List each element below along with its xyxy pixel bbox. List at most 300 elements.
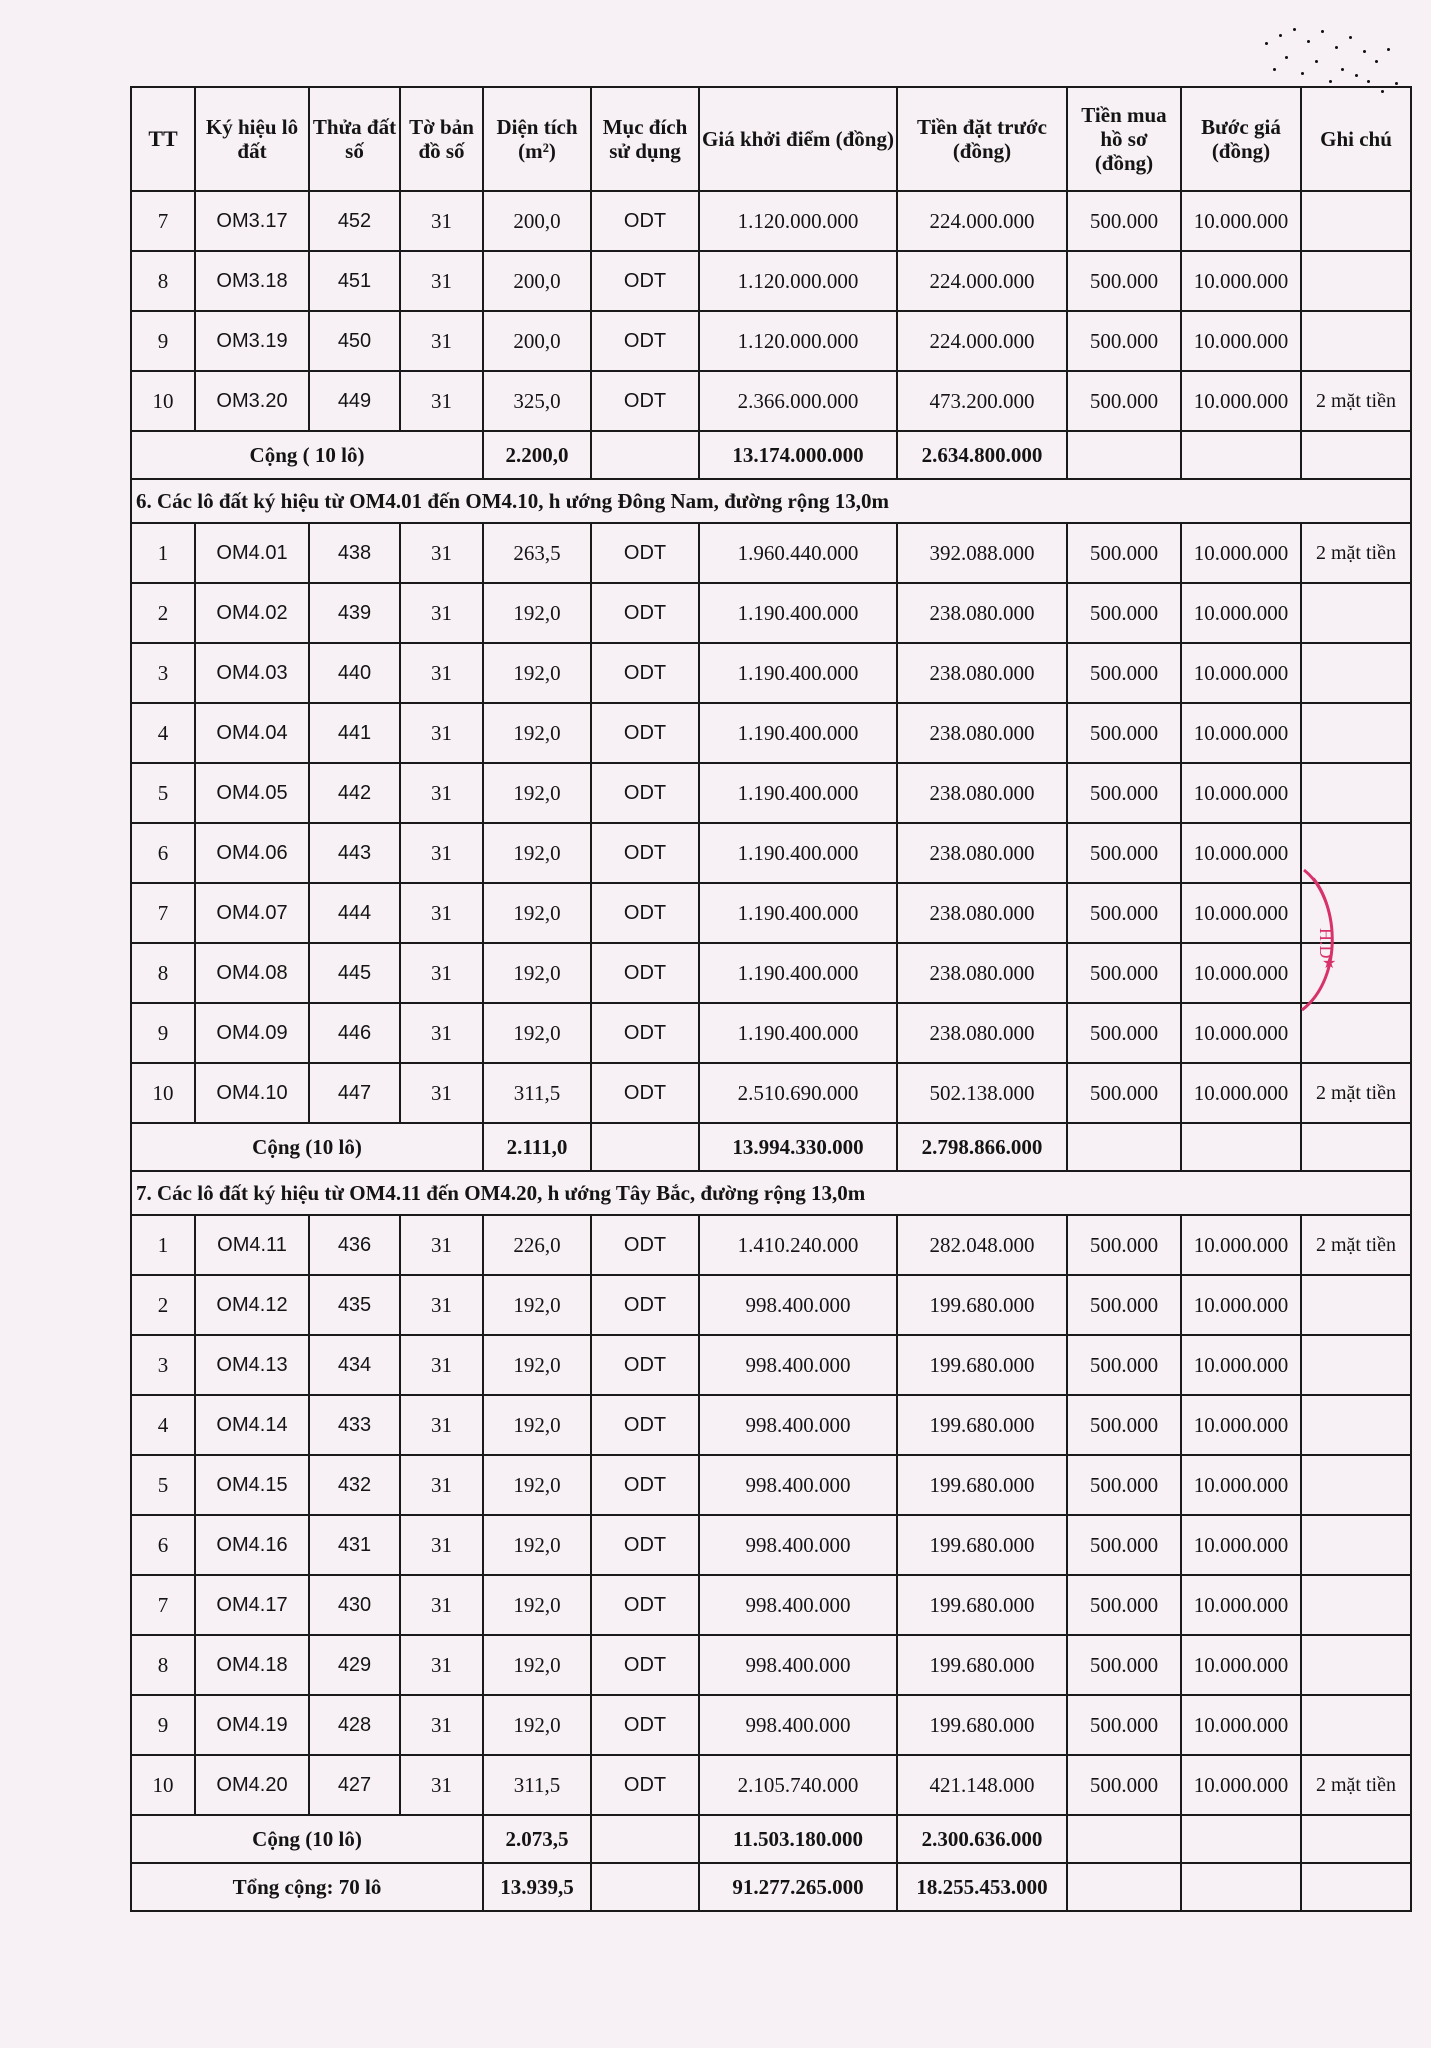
cell-start-price: 2.105.740.000 xyxy=(699,1755,897,1815)
cell-area: 192,0 xyxy=(483,1395,591,1455)
cell-parcel: 446 xyxy=(309,1003,400,1063)
stamp-dot xyxy=(1367,80,1370,83)
cell-bid-step: 10.000.000 xyxy=(1181,763,1301,823)
cell-parcel: 438 xyxy=(309,523,400,583)
cell-lot-code: OM4.06 xyxy=(195,823,309,883)
cell-map-sheet: 31 xyxy=(400,523,483,583)
cell-map-sheet: 31 xyxy=(400,191,483,251)
cell-deposit: 238.080.000 xyxy=(897,823,1067,883)
header-parcel: Thửa đất số xyxy=(309,87,400,191)
cell-note: 2 mặt tiền xyxy=(1301,523,1411,583)
cell-area: 311,5 xyxy=(483,1063,591,1123)
header-deposit: Tiền đặt trước (đồng) xyxy=(897,87,1067,191)
cell-dossier-fee: 500.000 xyxy=(1067,1515,1181,1575)
cell-parcel: 441 xyxy=(309,703,400,763)
cell-lot-code: OM3.19 xyxy=(195,311,309,371)
cell-lot-code: OM4.19 xyxy=(195,1695,309,1755)
stamp-dot xyxy=(1395,82,1398,85)
cell-dossier-fee: 500.000 xyxy=(1067,1635,1181,1695)
cell-bid-step: 10.000.000 xyxy=(1181,1515,1301,1575)
cell-parcel: 435 xyxy=(309,1275,400,1335)
total-empty-cell xyxy=(1181,1863,1301,1911)
cell-map-sheet: 31 xyxy=(400,1063,483,1123)
cell-tt: 8 xyxy=(131,1635,195,1695)
cell-use: ODT xyxy=(591,1515,699,1575)
cell-use: ODT xyxy=(591,1755,699,1815)
cell-start-price: 1.190.400.000 xyxy=(699,583,897,643)
cell-tt: 8 xyxy=(131,943,195,1003)
cell-parcel: 445 xyxy=(309,943,400,1003)
cell-map-sheet: 31 xyxy=(400,1275,483,1335)
cell-note: 2 mặt tiền xyxy=(1301,371,1411,431)
cell-use: ODT xyxy=(591,1455,699,1515)
stamp-dot xyxy=(1293,28,1296,31)
cell-start-price: 1.120.000.000 xyxy=(699,251,897,311)
total-empty-cell xyxy=(1301,1863,1411,1911)
stamp-dot xyxy=(1363,50,1366,53)
cell-start-price: 998.400.000 xyxy=(699,1695,897,1755)
cell-start-price: 1.120.000.000 xyxy=(699,311,897,371)
cell-map-sheet: 31 xyxy=(400,643,483,703)
header-use: Mục đích sử dụng xyxy=(591,87,699,191)
cell-map-sheet: 31 xyxy=(400,311,483,371)
total-deposit: 2.798.866.000 xyxy=(897,1123,1067,1171)
cell-deposit: 199.680.000 xyxy=(897,1275,1067,1335)
cell-map-sheet: 31 xyxy=(400,1003,483,1063)
cell-dossier-fee: 500.000 xyxy=(1067,1275,1181,1335)
cell-bid-step: 10.000.000 xyxy=(1181,883,1301,943)
cell-lot-code: OM4.12 xyxy=(195,1275,309,1335)
cell-bid-step: 10.000.000 xyxy=(1181,371,1301,431)
cell-start-price: 998.400.000 xyxy=(699,1515,897,1575)
cell-bid-step: 10.000.000 xyxy=(1181,251,1301,311)
cell-deposit: 238.080.000 xyxy=(897,583,1067,643)
cell-bid-step: 10.000.000 xyxy=(1181,523,1301,583)
table-row xyxy=(131,583,1411,643)
cell-parcel: 432 xyxy=(309,1455,400,1515)
cell-lot-code: OM4.13 xyxy=(195,1335,309,1395)
cell-map-sheet: 31 xyxy=(400,763,483,823)
stamp-dot xyxy=(1321,30,1324,33)
cell-lot-code: OM4.02 xyxy=(195,583,309,643)
cell-lot-code: OM4.20 xyxy=(195,1755,309,1815)
total-area: 2.111,0 xyxy=(483,1123,591,1171)
cell-tt: 9 xyxy=(131,311,195,371)
cell-map-sheet: 31 xyxy=(400,251,483,311)
cell-lot-code: OM4.14 xyxy=(195,1395,309,1455)
stamp-dot xyxy=(1349,36,1352,39)
cell-tt: 10 xyxy=(131,1063,195,1123)
cell-parcel: 450 xyxy=(309,311,400,371)
section-heading-row xyxy=(131,479,1411,523)
cell-tt: 5 xyxy=(131,1455,195,1515)
total-empty-cell xyxy=(591,1815,699,1863)
cell-deposit: 199.680.000 xyxy=(897,1455,1067,1515)
cell-lot-code: OM3.18 xyxy=(195,251,309,311)
table-row xyxy=(131,1003,1411,1063)
cell-note xyxy=(1301,583,1411,643)
cell-dossier-fee: 500.000 xyxy=(1067,523,1181,583)
cell-use: ODT xyxy=(591,251,699,311)
cell-bid-step: 10.000.000 xyxy=(1181,1275,1301,1335)
cell-lot-code: OM4.18 xyxy=(195,1635,309,1695)
cell-parcel: 428 xyxy=(309,1695,400,1755)
cell-lot-code: OM3.20 xyxy=(195,371,309,431)
cell-start-price: 1.190.400.000 xyxy=(699,943,897,1003)
total-label: Cộng (10 lô) xyxy=(131,1123,483,1171)
cell-use: ODT xyxy=(591,1003,699,1063)
table-row xyxy=(131,1515,1411,1575)
header-dossier-fee: Tiền mua hồ sơ (đồng) xyxy=(1067,87,1181,191)
cell-parcel: 442 xyxy=(309,763,400,823)
section-heading: 6. Các lô đất ký hiệu từ OM4.01 đến OM4.10, h ướng Đông Nam, đường rộng 13,0m xyxy=(131,479,1411,523)
cell-lot-code: OM4.07 xyxy=(195,883,309,943)
grand-total-row xyxy=(131,1863,1411,1911)
cell-note xyxy=(1301,251,1411,311)
cell-area: 192,0 xyxy=(483,1003,591,1063)
cell-parcel: 439 xyxy=(309,583,400,643)
cell-tt: 6 xyxy=(131,1515,195,1575)
cell-tt: 6 xyxy=(131,823,195,883)
table-row xyxy=(131,191,1411,251)
cell-note xyxy=(1301,1275,1411,1335)
table-body xyxy=(131,191,1411,1911)
total-empty-cell xyxy=(1181,1815,1301,1863)
cell-parcel: 447 xyxy=(309,1063,400,1123)
total-start-price: 91.277.265.000 xyxy=(699,1863,897,1911)
table-header-row xyxy=(131,87,1411,191)
cell-note xyxy=(1301,643,1411,703)
cell-lot-code: OM4.16 xyxy=(195,1515,309,1575)
cell-start-price: 2.366.000.000 xyxy=(699,371,897,431)
stamp-dot xyxy=(1329,80,1332,83)
cell-tt: 10 xyxy=(131,1755,195,1815)
cell-note xyxy=(1301,1575,1411,1635)
cell-area: 192,0 xyxy=(483,1275,591,1335)
cell-tt: 1 xyxy=(131,523,195,583)
cell-map-sheet: 31 xyxy=(400,883,483,943)
cell-deposit: 199.680.000 xyxy=(897,1335,1067,1395)
cell-dossier-fee: 500.000 xyxy=(1067,1003,1181,1063)
table-row xyxy=(131,1575,1411,1635)
table-row xyxy=(131,823,1411,883)
cell-start-price: 998.400.000 xyxy=(699,1275,897,1335)
cell-use: ODT xyxy=(591,763,699,823)
cell-deposit: 199.680.000 xyxy=(897,1515,1067,1575)
cell-use: ODT xyxy=(591,703,699,763)
cell-dossier-fee: 500.000 xyxy=(1067,1063,1181,1123)
cell-start-price: 1.960.440.000 xyxy=(699,523,897,583)
cell-dossier-fee: 500.000 xyxy=(1067,943,1181,1003)
section-heading-row xyxy=(131,1171,1411,1215)
cell-area: 200,0 xyxy=(483,251,591,311)
stamp-dot xyxy=(1315,60,1318,63)
cell-tt: 4 xyxy=(131,703,195,763)
total-deposit: 18.255.453.000 xyxy=(897,1863,1067,1911)
stamp-dot xyxy=(1341,68,1344,71)
cell-tt: 7 xyxy=(131,191,195,251)
cell-area: 226,0 xyxy=(483,1215,591,1275)
cell-dossier-fee: 500.000 xyxy=(1067,1755,1181,1815)
total-empty-cell xyxy=(1067,1863,1181,1911)
cell-dossier-fee: 500.000 xyxy=(1067,1335,1181,1395)
cell-use: ODT xyxy=(591,371,699,431)
cell-deposit: 199.680.000 xyxy=(897,1635,1067,1695)
cell-tt: 3 xyxy=(131,1335,195,1395)
cell-tt: 3 xyxy=(131,643,195,703)
cell-area: 192,0 xyxy=(483,823,591,883)
header-map-sheet: Tờ bản đồ số xyxy=(400,87,483,191)
cell-start-price: 2.510.690.000 xyxy=(699,1063,897,1123)
cell-lot-code: OM4.11 xyxy=(195,1215,309,1275)
total-empty-cell xyxy=(1067,1123,1181,1171)
cell-bid-step: 10.000.000 xyxy=(1181,1395,1301,1455)
cell-start-price: 1.190.400.000 xyxy=(699,1003,897,1063)
table-row xyxy=(131,1755,1411,1815)
total-start-price: 13.174.000.000 xyxy=(699,431,897,479)
cell-lot-code: OM4.10 xyxy=(195,1063,309,1123)
total-start-price: 11.503.180.000 xyxy=(699,1815,897,1863)
cell-map-sheet: 31 xyxy=(400,1755,483,1815)
red-seal-fragment xyxy=(1300,868,1360,1013)
cell-start-price: 1.410.240.000 xyxy=(699,1215,897,1275)
table-row xyxy=(131,943,1411,1003)
cell-area: 192,0 xyxy=(483,583,591,643)
cell-deposit: 238.080.000 xyxy=(897,763,1067,823)
seal-star-icon: ★ xyxy=(1322,953,1337,972)
cell-map-sheet: 31 xyxy=(400,371,483,431)
header-area: Diện tích (m²) xyxy=(483,87,591,191)
header-start-price: Giá khởi điểm (đồng) xyxy=(699,87,897,191)
table-row xyxy=(131,883,1411,943)
stamp-dot xyxy=(1285,56,1288,59)
cell-start-price: 998.400.000 xyxy=(699,1575,897,1635)
cell-deposit: 238.080.000 xyxy=(897,883,1067,943)
cell-tt: 9 xyxy=(131,1695,195,1755)
cell-tt: 10 xyxy=(131,371,195,431)
total-empty-cell xyxy=(1067,431,1181,479)
cell-area: 192,0 xyxy=(483,883,591,943)
cell-start-price: 1.190.400.000 xyxy=(699,643,897,703)
cell-parcel: 452 xyxy=(309,191,400,251)
cell-use: ODT xyxy=(591,191,699,251)
cell-bid-step: 10.000.000 xyxy=(1181,1063,1301,1123)
cell-lot-code: OM4.01 xyxy=(195,523,309,583)
cell-area: 192,0 xyxy=(483,763,591,823)
cell-map-sheet: 31 xyxy=(400,703,483,763)
cell-deposit: 282.048.000 xyxy=(897,1215,1067,1275)
cell-deposit: 238.080.000 xyxy=(897,643,1067,703)
cell-deposit: 421.148.000 xyxy=(897,1755,1067,1815)
stamp-dot xyxy=(1387,48,1390,51)
cell-bid-step: 10.000.000 xyxy=(1181,311,1301,371)
cell-lot-code: OM4.05 xyxy=(195,763,309,823)
cell-bid-step: 10.000.000 xyxy=(1181,943,1301,1003)
table-row xyxy=(131,1455,1411,1515)
cell-map-sheet: 31 xyxy=(400,1515,483,1575)
cell-area: 192,0 xyxy=(483,643,591,703)
cell-start-price: 1.190.400.000 xyxy=(699,883,897,943)
cell-parcel: 449 xyxy=(309,371,400,431)
cell-use: ODT xyxy=(591,1215,699,1275)
cell-parcel: 434 xyxy=(309,1335,400,1395)
cell-note xyxy=(1301,1635,1411,1695)
total-empty-cell xyxy=(591,431,699,479)
cell-parcel: 451 xyxy=(309,251,400,311)
cell-deposit: 502.138.000 xyxy=(897,1063,1067,1123)
lot-table-sheet xyxy=(130,86,1410,1912)
table-row xyxy=(131,1215,1411,1275)
cell-start-price: 998.400.000 xyxy=(699,1335,897,1395)
cell-lot-code: OM3.17 xyxy=(195,191,309,251)
cell-tt: 7 xyxy=(131,1575,195,1635)
cell-bid-step: 10.000.000 xyxy=(1181,703,1301,763)
total-empty-cell xyxy=(1181,431,1301,479)
cell-area: 192,0 xyxy=(483,1635,591,1695)
cell-use: ODT xyxy=(591,823,699,883)
stamp-dot xyxy=(1273,68,1276,71)
cell-bid-step: 10.000.000 xyxy=(1181,583,1301,643)
cell-dossier-fee: 500.000 xyxy=(1067,883,1181,943)
total-empty-cell xyxy=(1181,1123,1301,1171)
cell-parcel: 429 xyxy=(309,1635,400,1695)
table-row xyxy=(131,251,1411,311)
total-deposit: 2.634.800.000 xyxy=(897,431,1067,479)
section-heading: 7. Các lô đất ký hiệu từ OM4.11 đến OM4.20, h ướng Tây Bắc, đường rộng 13,0m xyxy=(131,1171,1411,1215)
cell-lot-code: OM4.04 xyxy=(195,703,309,763)
cell-start-price: 998.400.000 xyxy=(699,1635,897,1695)
total-empty-cell xyxy=(1067,1815,1181,1863)
cell-map-sheet: 31 xyxy=(400,1455,483,1515)
cell-use: ODT xyxy=(591,1695,699,1755)
cell-deposit: 392.088.000 xyxy=(897,523,1067,583)
cell-use: ODT xyxy=(591,1335,699,1395)
cell-bid-step: 10.000.000 xyxy=(1181,1695,1301,1755)
total-area: 13.939,5 xyxy=(483,1863,591,1911)
total-empty-cell xyxy=(1301,431,1411,479)
header-tt: TT xyxy=(131,87,195,191)
table-row xyxy=(131,1063,1411,1123)
cell-deposit: 224.000.000 xyxy=(897,191,1067,251)
cell-note xyxy=(1301,1335,1411,1395)
cell-use: ODT xyxy=(591,883,699,943)
cell-start-price: 1.120.000.000 xyxy=(699,191,897,251)
cell-area: 325,0 xyxy=(483,371,591,431)
total-label: Cộng ( 10 lô) xyxy=(131,431,483,479)
cell-bid-step: 10.000.000 xyxy=(1181,1215,1301,1275)
stamp-dot xyxy=(1355,74,1358,77)
cell-map-sheet: 31 xyxy=(400,1335,483,1395)
cell-area: 263,5 xyxy=(483,523,591,583)
table-row xyxy=(131,523,1411,583)
table-row xyxy=(131,371,1411,431)
total-empty-cell xyxy=(591,1863,699,1911)
cell-area: 311,5 xyxy=(483,1755,591,1815)
cell-dossier-fee: 500.000 xyxy=(1067,191,1181,251)
cell-dossier-fee: 500.000 xyxy=(1067,823,1181,883)
cell-bid-step: 10.000.000 xyxy=(1181,191,1301,251)
cell-lot-code: OM4.03 xyxy=(195,643,309,703)
cell-use: ODT xyxy=(591,1635,699,1695)
cell-note: 2 mặt tiền xyxy=(1301,1063,1411,1123)
cell-dossier-fee: 500.000 xyxy=(1067,763,1181,823)
cell-area: 192,0 xyxy=(483,1515,591,1575)
cell-bid-step: 10.000.000 xyxy=(1181,1755,1301,1815)
total-label: Cộng (10 lô) xyxy=(131,1815,483,1863)
cell-dossier-fee: 500.000 xyxy=(1067,311,1181,371)
cell-parcel: 433 xyxy=(309,1395,400,1455)
cell-area: 192,0 xyxy=(483,703,591,763)
cell-tt: 8 xyxy=(131,251,195,311)
cell-parcel: 427 xyxy=(309,1755,400,1815)
cell-area: 200,0 xyxy=(483,311,591,371)
cell-map-sheet: 31 xyxy=(400,1215,483,1275)
cell-dossier-fee: 500.000 xyxy=(1067,583,1181,643)
cell-deposit: 238.080.000 xyxy=(897,943,1067,1003)
cell-area: 192,0 xyxy=(483,1575,591,1635)
cell-map-sheet: 31 xyxy=(400,1395,483,1455)
cell-use: ODT xyxy=(591,523,699,583)
table-row xyxy=(131,643,1411,703)
table-row xyxy=(131,763,1411,823)
cell-tt: 9 xyxy=(131,1003,195,1063)
cell-use: ODT xyxy=(591,943,699,1003)
cell-parcel: 440 xyxy=(309,643,400,703)
cell-start-price: 998.400.000 xyxy=(699,1395,897,1455)
cell-area: 192,0 xyxy=(483,1695,591,1755)
cell-note xyxy=(1301,1695,1411,1755)
total-area: 2.200,0 xyxy=(483,431,591,479)
total-label: Tổng cộng: 70 lô xyxy=(131,1863,483,1911)
cell-dossier-fee: 500.000 xyxy=(1067,1395,1181,1455)
cell-use: ODT xyxy=(591,583,699,643)
cell-note xyxy=(1301,311,1411,371)
stamp-dot xyxy=(1307,40,1310,43)
stamp-dot xyxy=(1301,72,1304,75)
cell-deposit: 224.000.000 xyxy=(897,311,1067,371)
cell-note xyxy=(1301,1515,1411,1575)
cell-bid-step: 10.000.000 xyxy=(1181,1003,1301,1063)
cell-lot-code: OM4.17 xyxy=(195,1575,309,1635)
cell-area: 192,0 xyxy=(483,943,591,1003)
cell-bid-step: 10.000.000 xyxy=(1181,1635,1301,1695)
cell-dossier-fee: 500.000 xyxy=(1067,371,1181,431)
cell-use: ODT xyxy=(591,1275,699,1335)
cell-note xyxy=(1301,703,1411,763)
cell-map-sheet: 31 xyxy=(400,1635,483,1695)
cell-deposit: 238.080.000 xyxy=(897,1003,1067,1063)
total-empty-cell xyxy=(1301,1123,1411,1171)
stamp-dot xyxy=(1279,34,1282,37)
cell-dossier-fee: 500.000 xyxy=(1067,251,1181,311)
cell-map-sheet: 31 xyxy=(400,1695,483,1755)
subtotal-row xyxy=(131,1123,1411,1171)
cell-area: 192,0 xyxy=(483,1335,591,1395)
cell-dossier-fee: 500.000 xyxy=(1067,1695,1181,1755)
cell-use: ODT xyxy=(591,1395,699,1455)
cell-parcel: 430 xyxy=(309,1575,400,1635)
cell-map-sheet: 31 xyxy=(400,943,483,1003)
cell-tt: 2 xyxy=(131,583,195,643)
cell-parcel: 431 xyxy=(309,1515,400,1575)
cell-tt: 4 xyxy=(131,1395,195,1455)
cell-bid-step: 10.000.000 xyxy=(1181,1455,1301,1515)
cell-deposit: 199.680.000 xyxy=(897,1575,1067,1635)
cell-note xyxy=(1301,191,1411,251)
table-row xyxy=(131,1635,1411,1695)
table-row xyxy=(131,1275,1411,1335)
table-row xyxy=(131,311,1411,371)
